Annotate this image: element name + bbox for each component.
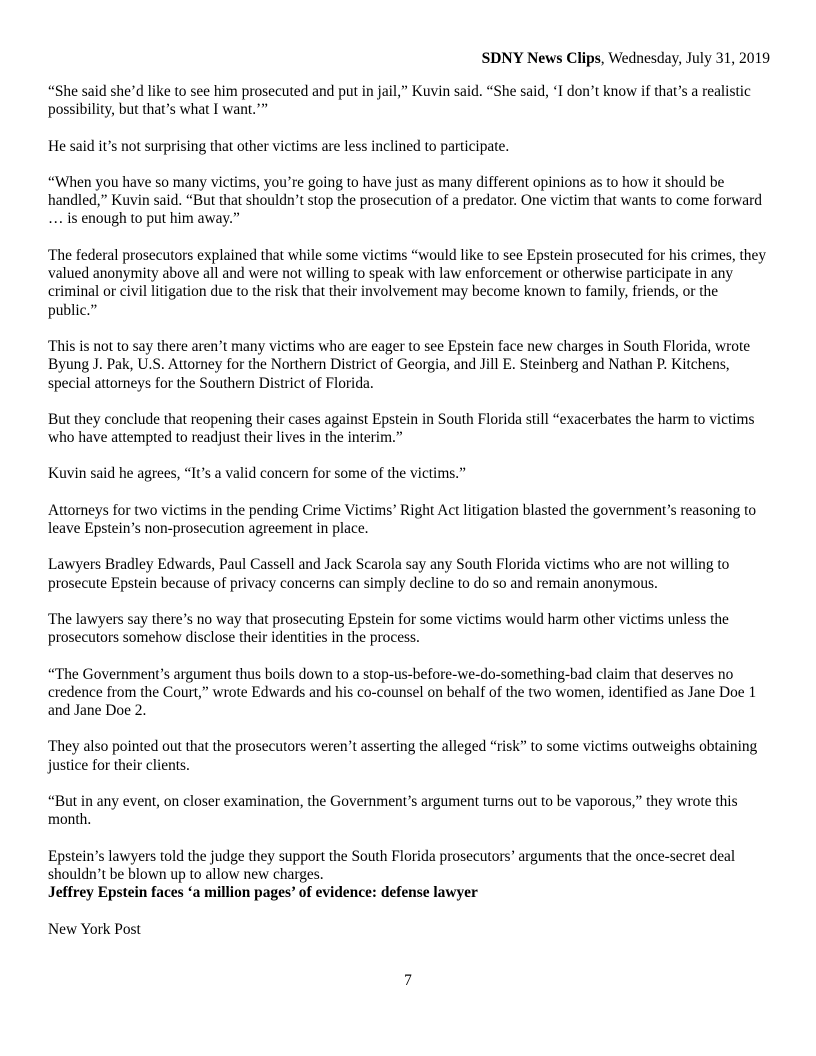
- article-source: New York Post: [48, 920, 141, 938]
- document-page: [48, 49, 770, 939]
- page-header: [48, 49, 770, 68]
- paragraph: They also pointed out that the prosecutors weren’t asserting the alleged “risk” to some victims outweighs obtaining justice for their clients.: [48, 738, 758, 774]
- paragraph: Kuvin said he agrees, “It’s a valid concern for some of the victims.”: [48, 465, 466, 483]
- paragraph: He said it’s not surprising that other victims are less inclined to participate.: [48, 137, 510, 155]
- paragraph: Lawyers Bradley Edwards, Paul Cassell and Jack Scarola say any South Florida victims who are not willing to prosecute Epstein because of privacy concerns can simply decline to do so and remain anonymous.: [48, 556, 730, 592]
- paragraph: But they conclude that reopening their cases against Epstein in South Florida still “exacerbates the harm to victims who have attempted to readjust their lives in the interim.”: [48, 410, 755, 447]
- paragraph: The federal prosecutors explained that while some victims “would like to see Epstein prosecuted for his crimes, they valued anonymity above all and were not willing to speak with law enforcement or otherwise participate in any criminal or civil litigation due to the risk that their involvement may become known to family, friends, or the public.”: [48, 246, 767, 319]
- page-number: 7: [404, 972, 412, 989]
- article-headline: Jeffrey Epstein faces ‘a million pages’ of evidence: defense lawyer: [48, 884, 478, 902]
- article-body: [48, 83, 770, 884]
- paragraph: This is not to say there aren’t many victims who are eager to see Epstein face new charges in South Florida, wrote Byung J. Pak, U.S. Attorney for the Northern District of Georgia, and Jill E. Steinberg and Nathan P. Kitchens, special attorneys for the Southern District of Florida.: [48, 337, 751, 392]
- paragraph: Epstein’s lawyers told the judge they support the South Florida prosecutors’ arguments that the once-secret deal shouldn’t be blown up to allow new charges.: [48, 847, 736, 883]
- paragraph: “She said she’d like to see him prosecuted and put in jail,” Kuvin said. “She said, ‘I don’t know if that’s a realistic possibility, but that’s what I want.’”: [48, 83, 751, 119]
- paragraph: “But in any event, on closer examination, the Government’s argument turns out to be vaporous,” they wrote this month.: [48, 793, 738, 829]
- paragraph: “The Government’s argument thus boils down to a stop-us-before-we-do-something-bad claim that deserves no credence from the Court,” wrote Edwards and his co-counsel on behalf of the two women, identified as Jane Doe 1 and Jane Doe 2.: [48, 665, 757, 720]
- paragraph: “When you have so many victims, you’re going to have just as many different opinions as to how it should be handled,” Kuvin said. “But that shouldn’t stop the prosecution of a predator. One victim that wants to come forward … is enough to put him away.”: [48, 173, 762, 228]
- paragraph: The lawyers say there’s no way that prosecuting Epstein for some victims would harm other victims unless the prosecutors somehow disclose their identities in the process.: [48, 610, 729, 647]
- publication-name: SDNY News Clips: [481, 50, 601, 67]
- header-date: , Wednesday, July 31, 2019: [600, 50, 770, 67]
- paragraph: Attorneys for two victims in the pending Crime Victims’ Right Act litigation blasted the government’s reasoning to leave Epstein’s non-prosecution agreement in place.: [48, 501, 757, 538]
